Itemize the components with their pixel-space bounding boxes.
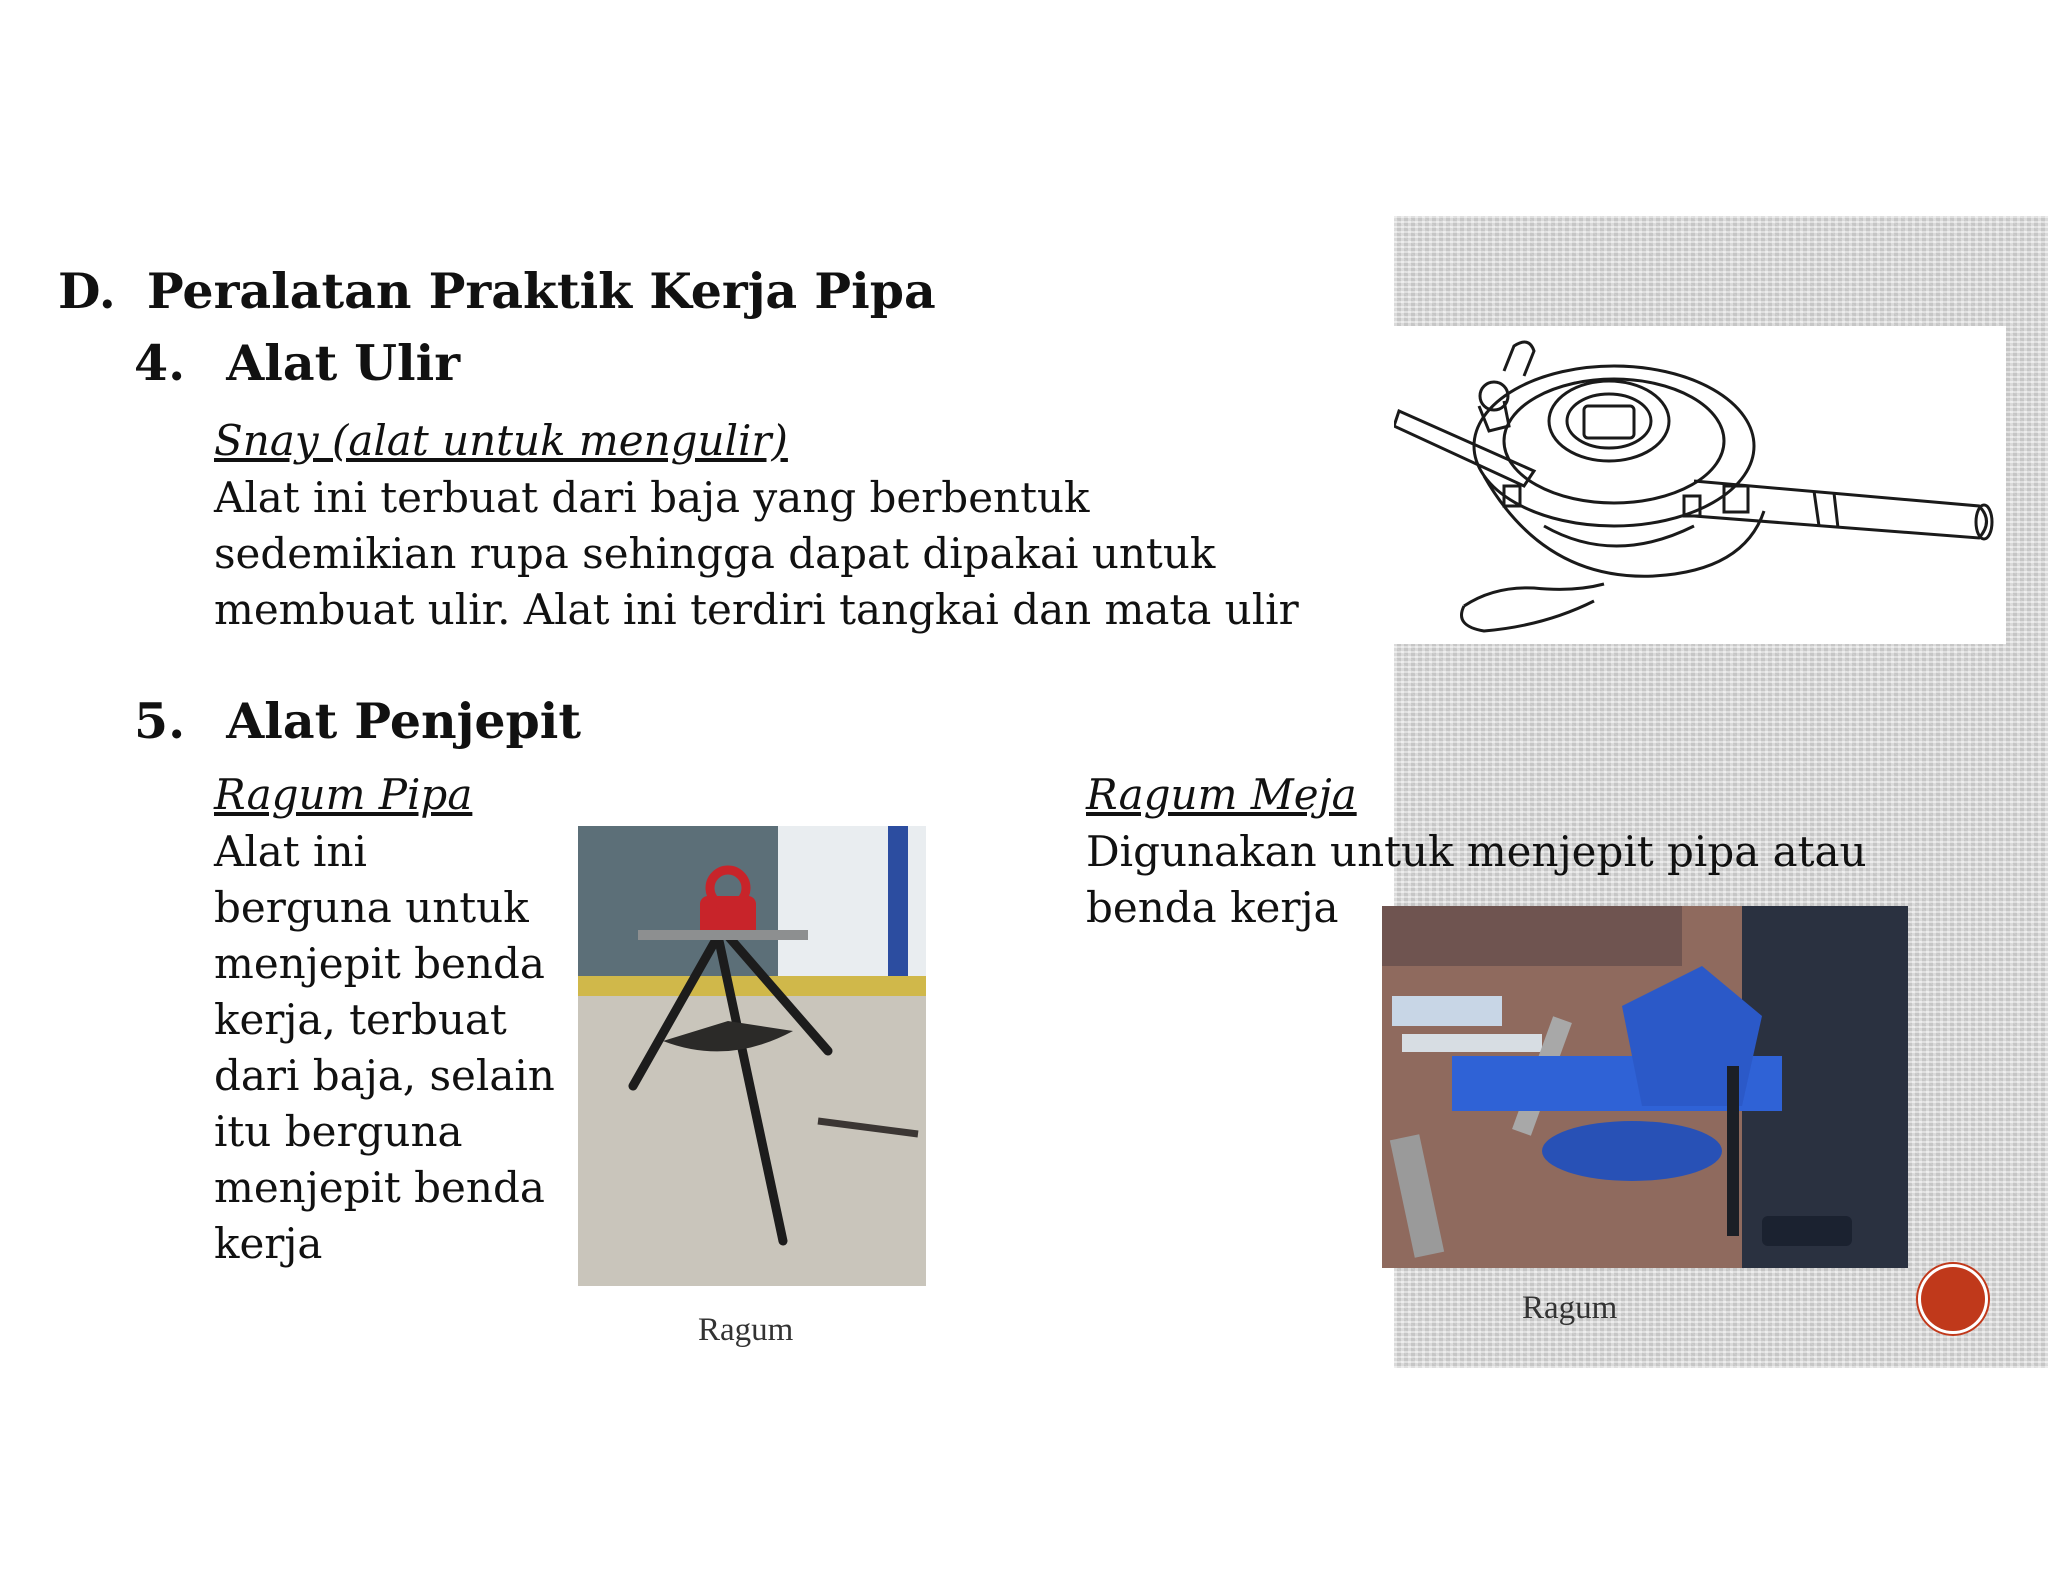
slide-marker-dot	[1921, 1267, 1985, 1331]
item5-title: Alat Penjepit	[226, 692, 582, 750]
ragum-pipa-photo	[578, 826, 926, 1286]
item4-line: membuat ulir. Alat ini terdiri tangkai dan mata ulir	[214, 585, 1299, 634]
item4-number: 4.	[134, 334, 186, 392]
bench-vise-image	[1382, 906, 1908, 1268]
ragum-meja-line: benda kerja	[1086, 883, 1339, 932]
snay-drawing	[1394, 326, 2006, 644]
section-letter: D.	[58, 262, 116, 320]
ragum-pipa-subtitle: Ragum Pipa	[214, 770, 473, 819]
item4-subtitle: Snay (alat untuk mengulir)	[214, 416, 788, 465]
ragum-pipa-line: kerja, terbuat	[214, 995, 507, 1044]
ragum-pipa-description	[214, 824, 574, 1272]
item4-title: Alat Ulir	[226, 334, 461, 392]
item4-line: sedemikian rupa sehingga dapat dipakai untuk	[214, 529, 1216, 578]
item4-heading	[134, 334, 460, 392]
ragum-pipa-line: menjepit benda	[214, 939, 545, 988]
snay-illustration	[1394, 326, 2006, 644]
item4-description	[214, 470, 1354, 638]
section-heading	[58, 262, 936, 320]
ragum-pipa-line: dari baja, selain	[214, 1051, 555, 1100]
ragum-pipa-line: itu berguna	[214, 1107, 463, 1156]
slide-marker	[1916, 1262, 1990, 1336]
ragum-pipa-line: kerja	[214, 1219, 323, 1268]
ragum-meja-subtitle: Ragum Meja	[1086, 770, 1357, 819]
ragum-pipa-line: Alat ini	[214, 827, 367, 876]
item5-heading	[134, 692, 581, 750]
ragum-pipa-caption: Ragum	[698, 1312, 794, 1348]
ragum-meja-caption: Ragum	[1522, 1290, 1618, 1326]
ragum-meja-photo	[1382, 906, 1908, 1268]
ragum-pipa-line: menjepit benda	[214, 1163, 545, 1212]
ragum-meja-line: Digunakan untuk menjepit pipa atau	[1086, 827, 1867, 876]
item4-line: Alat ini terbuat dari baja yang berbentuk	[214, 473, 1090, 522]
pipe-vise-image	[578, 826, 926, 1286]
ragum-pipa-line: berguna untuk	[214, 883, 529, 932]
item5-number: 5.	[134, 692, 186, 750]
section-title: Peralatan Praktik Kerja Pipa	[146, 262, 936, 320]
